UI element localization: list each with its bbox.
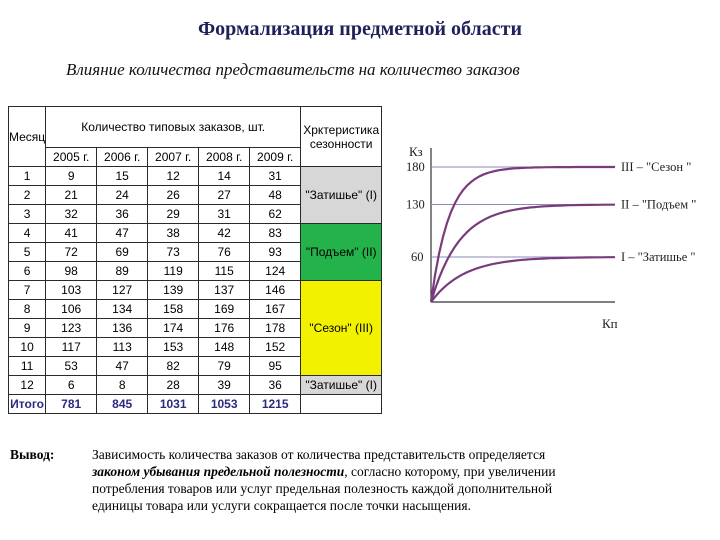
- conclusion-line-3: потребления товаров или услуг предельная полезность каждой дополнительной: [92, 481, 553, 496]
- value-cell: 113: [97, 338, 148, 357]
- saturation-chart: [400, 140, 720, 340]
- total-row: [9, 395, 382, 414]
- value-cell: 29: [148, 205, 199, 224]
- value-cell: 178: [250, 319, 301, 338]
- conclusion-law: законом убывания предельной полезности: [92, 464, 345, 479]
- value-cell: 124: [250, 262, 301, 281]
- value-cell: 119: [148, 262, 199, 281]
- value-cell: 42: [199, 224, 250, 243]
- value-cell: 21: [46, 186, 97, 205]
- value-cell: 47: [97, 224, 148, 243]
- value-cell: 72: [46, 243, 97, 262]
- value-cell: 146: [250, 281, 301, 300]
- value-cell: 8: [97, 376, 148, 395]
- conclusion-line-1: Зависимость количества заказов от количества представительств определяется: [92, 447, 546, 462]
- header-year: 2005 г.: [46, 148, 97, 167]
- table-row: [9, 376, 382, 395]
- value-cell: 176: [199, 319, 250, 338]
- total-label: Итого: [9, 395, 46, 414]
- value-cell: 12: [148, 167, 199, 186]
- value-cell: 158: [148, 300, 199, 319]
- value-cell: 83: [250, 224, 301, 243]
- total-cell: 1053: [199, 395, 250, 414]
- value-cell: 95: [250, 357, 301, 376]
- y-axis-label: Кз: [409, 144, 423, 159]
- month-cell: 3: [9, 205, 46, 224]
- month-cell: 1: [9, 167, 46, 186]
- page-subtitle: Влияние количества представительств на количество заказов: [66, 60, 520, 79]
- value-cell: 117: [46, 338, 97, 357]
- value-cell: 137: [199, 281, 250, 300]
- y-tick-label: 60: [411, 250, 424, 264]
- total-cell: 781: [46, 395, 97, 414]
- value-cell: 62: [250, 205, 301, 224]
- conclusion-line-2-rest: , согласно которому, при увеличении: [344, 464, 556, 479]
- value-cell: 36: [97, 205, 148, 224]
- value-cell: 73: [148, 243, 199, 262]
- value-cell: 24: [97, 186, 148, 205]
- month-cell: 7: [9, 281, 46, 300]
- value-cell: 152: [250, 338, 301, 357]
- value-cell: 15: [97, 167, 148, 186]
- header-year: 2009 г.: [250, 148, 301, 167]
- month-cell: 6: [9, 262, 46, 281]
- total-cell: 845: [97, 395, 148, 414]
- month-cell: 10: [9, 338, 46, 357]
- season-cell: "Затишье" (I): [301, 167, 382, 224]
- season-cell: "Сезон" (III): [301, 281, 382, 376]
- value-cell: 47: [97, 357, 148, 376]
- value-cell: 31: [199, 205, 250, 224]
- value-cell: 28: [148, 376, 199, 395]
- series-label: I – "Затишье ": [621, 250, 696, 264]
- tick-labels: [406, 160, 425, 264]
- x-axis-label: Кп: [602, 316, 618, 331]
- series-label: II – "Подъем ": [621, 197, 697, 212]
- value-cell: 106: [46, 300, 97, 319]
- series-labels: [621, 160, 696, 264]
- value-cell: 134: [97, 300, 148, 319]
- value-cell: 32: [46, 205, 97, 224]
- value-cell: 69: [97, 243, 148, 262]
- value-cell: 136: [97, 319, 148, 338]
- value-cell: 123: [46, 319, 97, 338]
- value-cell: 6: [46, 376, 97, 395]
- orders-table: [8, 106, 382, 414]
- y-tick-label: 130: [406, 197, 425, 212]
- season-cell: "Подъем" (II): [301, 224, 382, 281]
- header-year: 2008 г.: [199, 148, 250, 167]
- value-cell: 82: [148, 357, 199, 376]
- header-year: 2007 г.: [148, 148, 199, 167]
- value-cell: 76: [199, 243, 250, 262]
- value-cell: 31: [250, 167, 301, 186]
- value-cell: 9: [46, 167, 97, 186]
- value-cell: 93: [250, 243, 301, 262]
- series-curve: [431, 257, 615, 302]
- value-cell: 174: [148, 319, 199, 338]
- value-cell: 79: [199, 357, 250, 376]
- month-cell: 5: [9, 243, 46, 262]
- value-cell: 48: [250, 186, 301, 205]
- value-cell: 167: [250, 300, 301, 319]
- month-cell: 2: [9, 186, 46, 205]
- month-cell: 11: [9, 357, 46, 376]
- header-season: Хрктеристика сезонности: [301, 107, 382, 167]
- value-cell: 39: [199, 376, 250, 395]
- series-label: III – "Сезон ": [621, 160, 692, 174]
- page-title: Формализация предметной области: [197, 18, 522, 40]
- header-orders: Количество типовых заказов, шт.: [46, 107, 301, 148]
- header-month: Месяц: [9, 107, 46, 167]
- total-cell: 1031: [148, 395, 199, 414]
- value-cell: 26: [148, 186, 199, 205]
- value-cell: 169: [199, 300, 250, 319]
- season-cell: "Затишье" (I): [301, 376, 382, 395]
- series-curve: [431, 167, 615, 302]
- value-cell: 41: [46, 224, 97, 243]
- conclusion-line-4: единицы товара или услуги сокращается после точки насыщения.: [92, 498, 471, 513]
- header-year: 2006 г.: [97, 148, 148, 167]
- value-cell: 103: [46, 281, 97, 300]
- y-tick-label: 180: [406, 160, 425, 174]
- month-cell: 4: [9, 224, 46, 243]
- value-cell: 139: [148, 281, 199, 300]
- value-cell: 127: [97, 281, 148, 300]
- total-cell: 1215: [250, 395, 301, 414]
- value-cell: 38: [148, 224, 199, 243]
- series-curve: [431, 205, 615, 302]
- month-cell: 9: [9, 319, 46, 338]
- value-cell: 153: [148, 338, 199, 357]
- value-cell: 36: [250, 376, 301, 395]
- total-season-cell: [301, 395, 382, 414]
- table-row: [9, 167, 382, 186]
- month-cell: 12: [9, 376, 46, 395]
- value-cell: 148: [199, 338, 250, 357]
- table-row: [9, 281, 382, 300]
- value-cell: 98: [46, 262, 97, 281]
- table-row: [9, 224, 382, 243]
- value-cell: 53: [46, 357, 97, 376]
- value-cell: 27: [199, 186, 250, 205]
- curve-group: [431, 167, 615, 302]
- value-cell: 115: [199, 262, 250, 281]
- month-cell: 8: [9, 300, 46, 319]
- value-cell: 14: [199, 167, 250, 186]
- conclusion-label: Вывод:: [10, 447, 55, 462]
- value-cell: 89: [97, 262, 148, 281]
